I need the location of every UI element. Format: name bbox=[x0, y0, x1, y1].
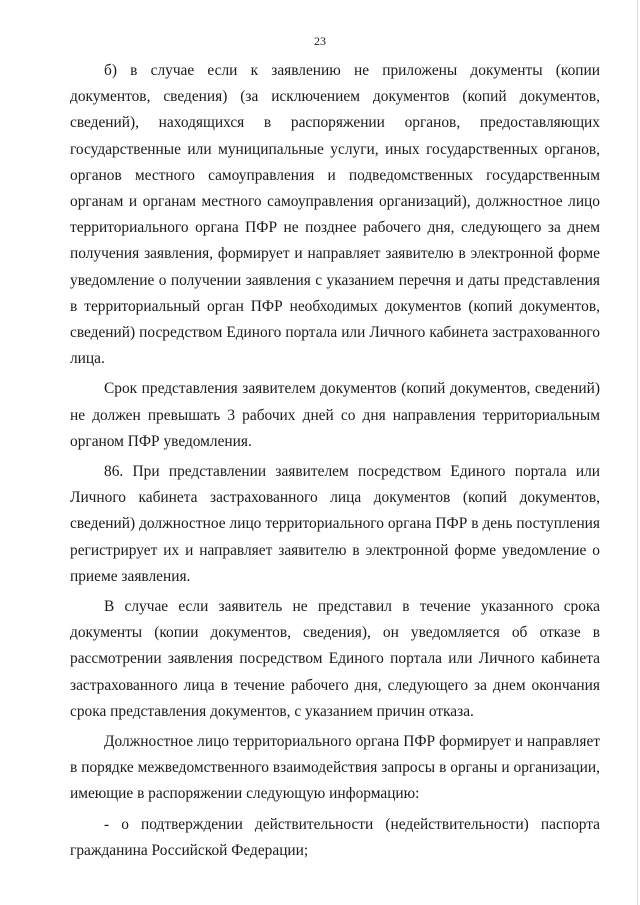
paragraph-86: 86. При представлении заявителем посредством Единого портала или Личного кабинета застрахованного лица документов (копий документов, сведений) должностное лицо территориального органа ПФР в день поступления регистрирует их и направляет заявителю в электронной форме уведомление о приеме заявления. bbox=[70, 463, 600, 585]
list-item-passport: - о подтверждении действительности (недействительности) паспорта гражданина Российской Федерации; bbox=[70, 815, 600, 859]
paragraph-deadline: Срок представления заявителем документов (копий документов, сведений) не должен превышать 3 рабочих дней со дня направления территориальным органом ПФР уведомления. bbox=[70, 380, 600, 450]
scan-edge-line bbox=[637, 0, 638, 905]
page-number: 23 bbox=[314, 34, 326, 48]
document-body bbox=[70, 58, 600, 864]
paragraph-item-b: б) в случае если к заявлению не приложены документы (копии документов, сведения) (за исключением документов (копий документов, сведений), находящихся в распоряжении органов, предоставляющих государственные или муниципальные услуги, иных государственных органов, органов местного самоуправления и подведомственных государственным органам и органам местного самоуправления организаций), должностное лицо территориального органа ПФР не позднее рабочего дня, следующего за днем получения заявления, формирует и направляет заявителю в электронной форме уведомление о получении заявления с указанием перечня и даты представления в территориальный орган ПФР необходимых документов (копий документов, сведений) посредством Единого портала или Личного кабинета застрахованного лица. bbox=[70, 62, 600, 368]
paragraph-refusal: В случае если заявитель не представил в течение указанного срока документы (копии документов, сведения), он уведомляется об отказе в рассмотрении заявления посредством Единого портала или Личного кабинета застрахованного лица в течение рабочего дня, следующего за днем окончания срока представления документов, с указанием причин отказа. bbox=[70, 598, 600, 720]
paragraph-interagency-requests: Должностное лицо территориального органа ПФР формирует и направляет в порядке межведомственного взаимодействия запросы в органы и организации, имеющие в распоряжении следующую информацию: bbox=[70, 733, 600, 803]
